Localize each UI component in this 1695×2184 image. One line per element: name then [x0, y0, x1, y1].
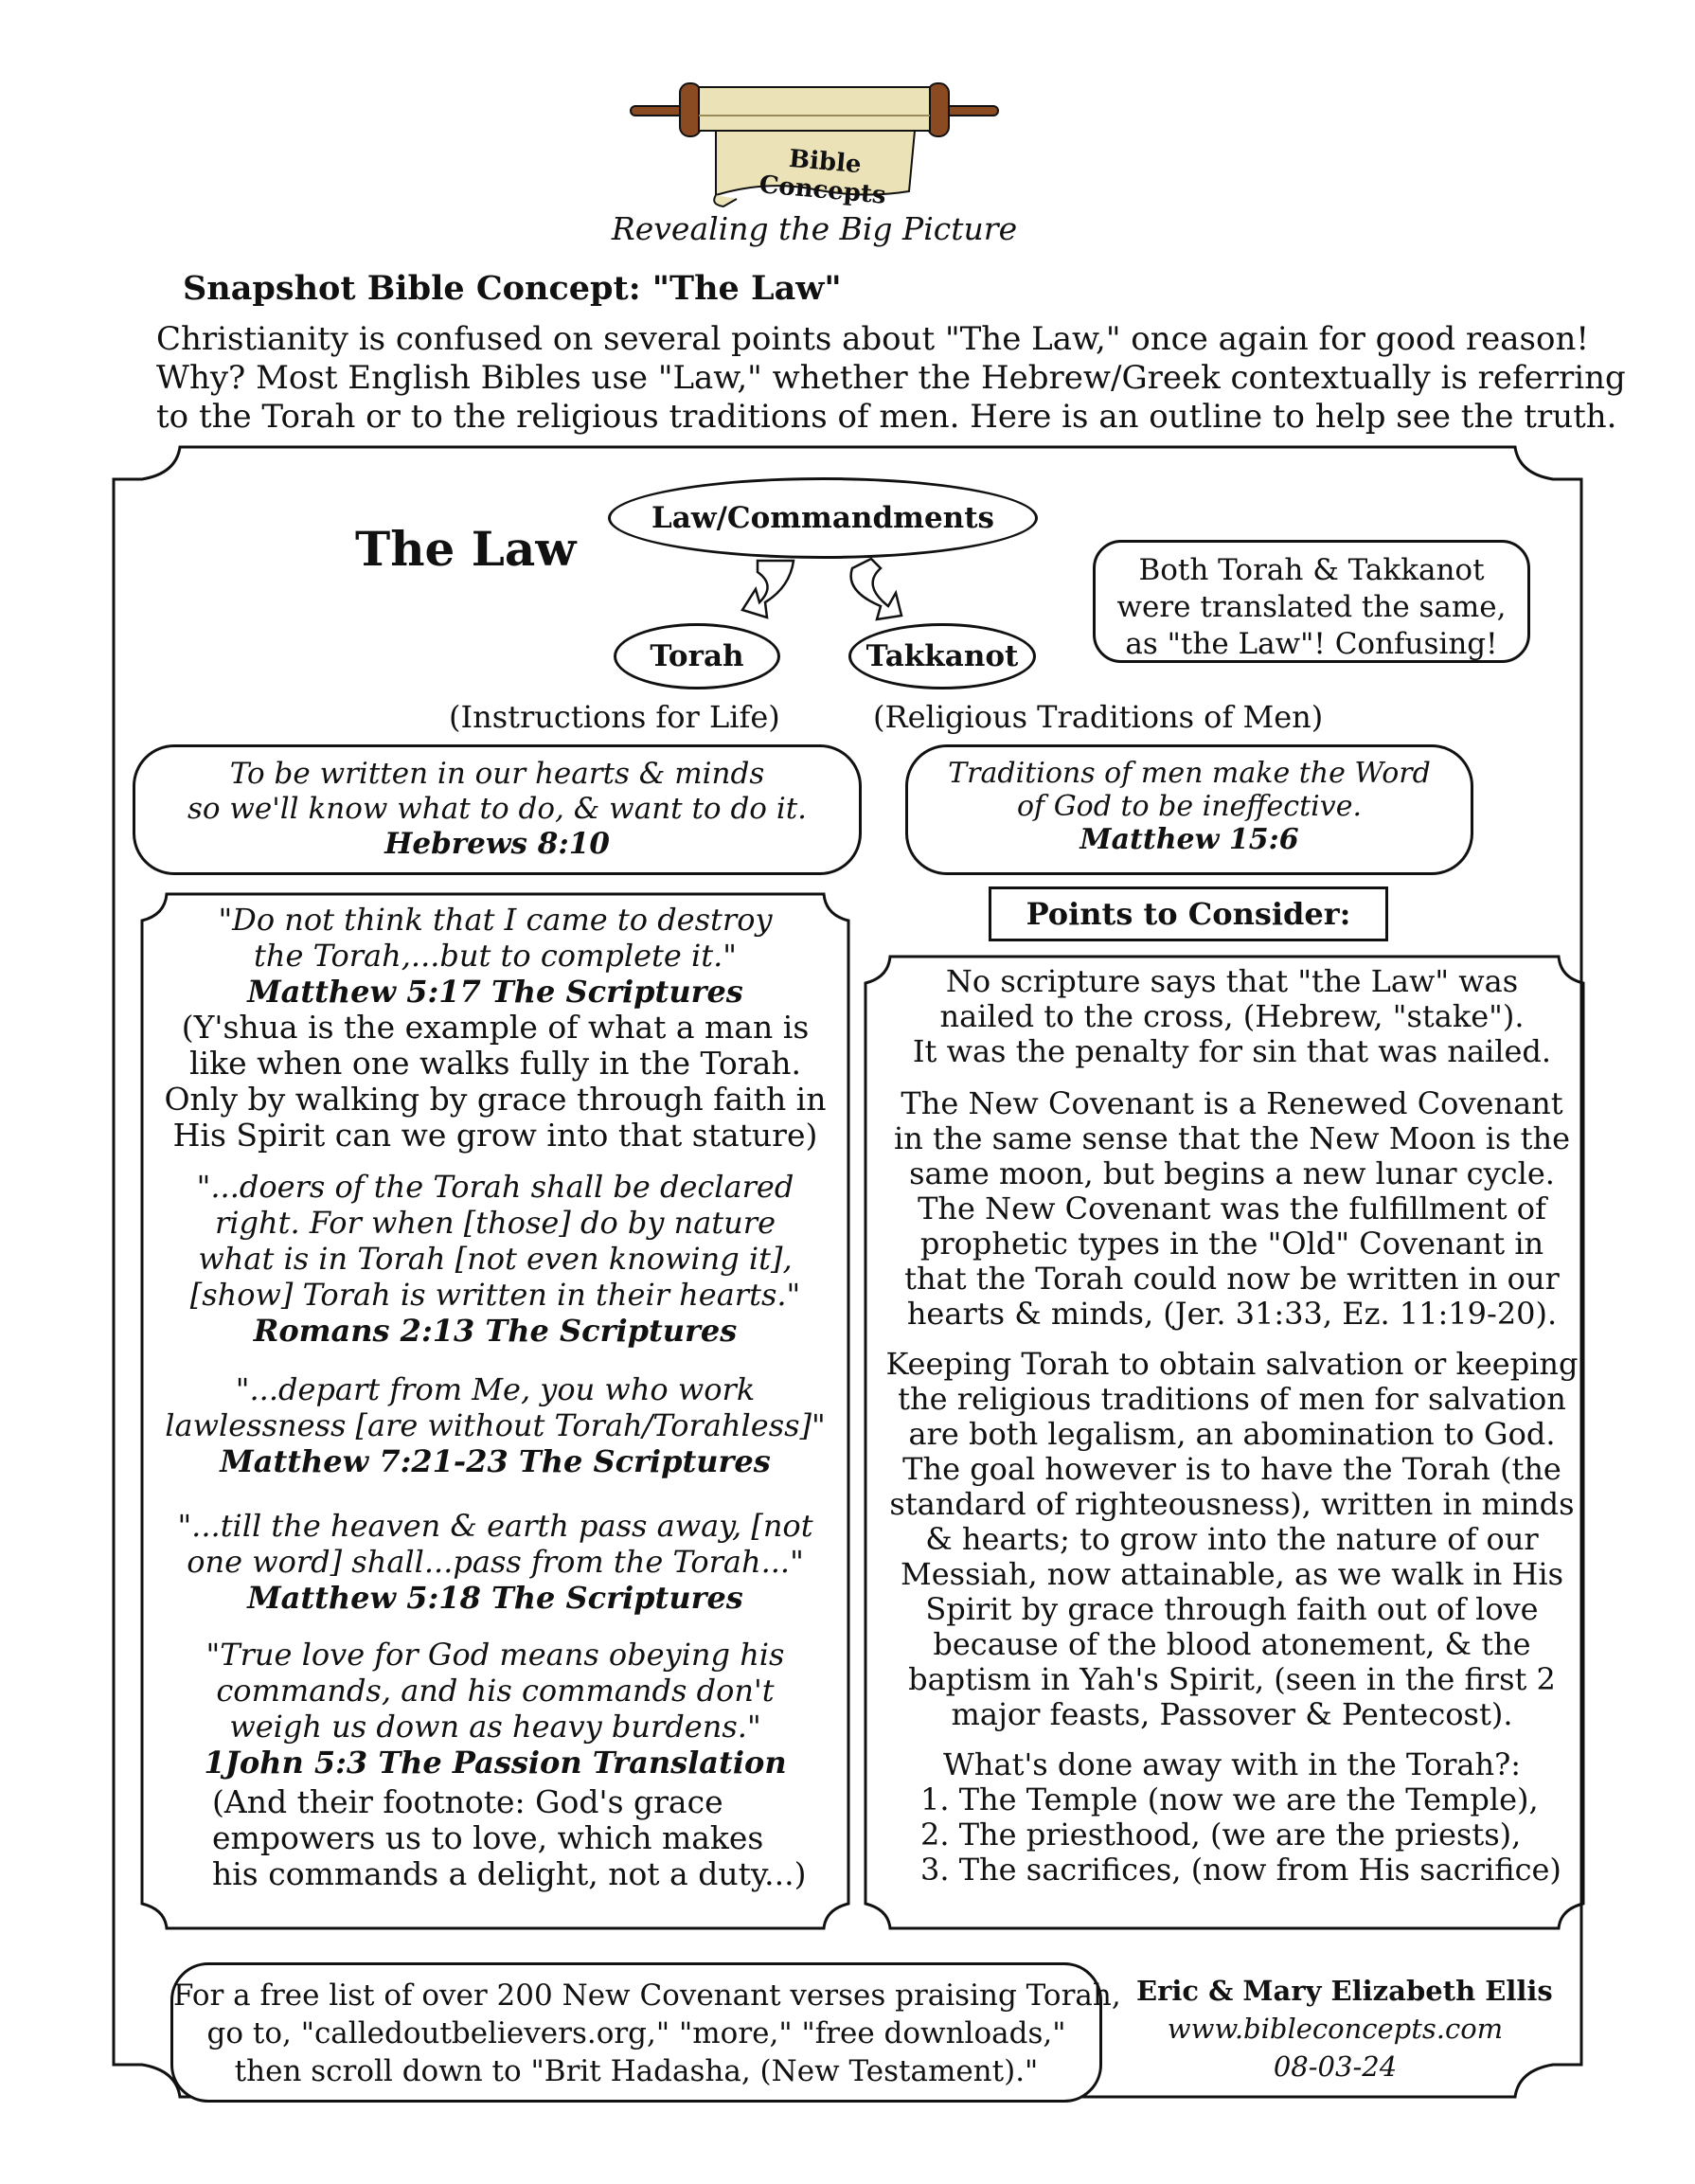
quote-matthew-7-21: "...depart from Me, you who work lawlessness [are without Torah/Torahless]" Matthew 7:21-23 The Scriptures: [148, 1371, 843, 1479]
points-heading: Points to Consider:: [989, 886, 1388, 941]
logo-text: Bible Concepts: [758, 144, 887, 210]
quote-1john-5-3: "True love for God means obeying his commands, and his commands don't weigh us down as heavy burdens." 1John 5:3 The Passion Translation (And their footnote: God's grace empowers us to love, which makes his commands a delight, not a duty...): [148, 1637, 843, 1892]
scripture-ref: 1John 5:3 The Passion Translation: [204, 1745, 787, 1781]
root-node: Law/Commandments: [608, 477, 1038, 559]
list-item: 2. The priesthood, (we are the priests),: [920, 1817, 1522, 1853]
right-column: [884, 964, 1579, 1888]
list-item: 1. The Temple (now we are the Temple),: [920, 1781, 1539, 1817]
scripture-ref: Matthew 5:18 The Scriptures: [247, 1580, 743, 1616]
point-nailed: No scripture says that "the Law" was nailed to the cross, (Hebrew, "stake"). It was the penalty for sin that was nailed.: [912, 963, 1552, 1069]
takkanot-node: Takkanot: [848, 623, 1036, 689]
scripture-ref: Hebrews 8:10: [384, 827, 610, 861]
quote-romans-2-13: "...doers of the Torah shall be declared right. For when [those] do by nature what is in Torah [not even knowing it], [show] Torah is written in their hearts." Romans 2:13 The Scriptures: [148, 1169, 843, 1349]
quote-matthew-5-17: "Do not think that I came to destroy the Torah,...but to complete it." Matthew 5:17 The Scriptures (Y'shua is the example of what a man is like when one walks fully in the Torah. Only by walking by grace through faith in His Spirit can we grow into that stature): [148, 902, 843, 1154]
downloads-box: For a free list of over 200 New Covenant verses praising Torah, go to, "calledoutbelievers.org," "more," "free downloads," then scroll down to "Brit Hadasha, (New Testament).": [170, 1962, 1102, 2103]
torah-node: Torah: [614, 623, 780, 689]
takkanot-box: Traditions of men make the Word of God to be ineffective. Matthew 15:6: [905, 744, 1473, 875]
intro-line: Christianity is confused on several points about "The Law," once again for good reason!: [156, 320, 1590, 358]
point-done-away: What's done away with in the Torah?: 1. The Temple (now we are the Temple), 2. The priesthood, (we are the priests), 3. The sacrifices, (now from His sacrifice): [884, 1747, 1579, 1888]
torah-caption: (Instructions for Life): [449, 699, 780, 735]
confusion-note: Both Torah & Takkanot were translated the same, as "the Law"! Confusing!: [1093, 540, 1530, 663]
scripture-ref: Romans 2:13 The Scriptures: [253, 1313, 738, 1349]
scripture-ref: Matthew 5:17 The Scriptures: [247, 974, 743, 1010]
torah-box: To be written in our hearts & minds so we'll know what to do, & want to do it. Hebrews 8:10: [133, 744, 862, 875]
scripture-ref: Matthew 15:6: [1079, 823, 1299, 856]
point-legalism: Keeping Torah to obtain salvation or keeping the religious traditions of men for salvation are both legalism, an abomination to God. The goal however is to have the Torah (the standard of righteousness), written in minds & hearts; to grow into the nature of our Messiah, now attainable, as we walk in His Spirit by grace through faith out of love because of the blood atonement, & the baptism in Yah's Spirit, (seen in the first 2 major feasts, Passover & Pentecost).: [885, 1346, 1579, 1732]
intro-line: to the Torah or to the religious traditions of men. Here is an outline to help see the truth.: [156, 398, 1617, 436]
author-block: [1136, 1972, 1553, 2086]
date: 08-03-24: [1273, 2050, 1398, 2083]
page-title: Snapshot Bible Concept: "The Law": [183, 269, 842, 308]
tagline: Revealing the Big Picture: [611, 210, 1018, 247]
takkanot-caption: (Religious Traditions of Men): [873, 699, 1324, 735]
intro-line: Why? Most English Bibles use "Law," whether the Hebrew/Greek contextually is referring: [156, 359, 1626, 397]
quote-matthew-5-18: "...till the heaven & earth pass away, [not one word] shall...pass from the Torah..." Matthew 5:18 The Scriptures: [148, 1508, 843, 1616]
point-new-covenant: The New Covenant is a Renewed Covenant in the same sense that the New Moon is the same moon, but begins a new lunar cycle. The New Covenant was the fulfillment of prophetic types in the "Old" Covenant in that the Torah could now be written in our hearts & minds, (Jer. 31:33, Ez. 11:19-20).: [893, 1085, 1570, 1332]
website: www.bibleconcepts.com: [1167, 2013, 1504, 2045]
left-column: [148, 902, 843, 1892]
author-name: Eric & Mary Elizabeth Ellis: [1136, 1975, 1553, 2007]
list-item: 3. The sacrifices, (now from His sacrifice): [920, 1852, 1561, 1888]
scripture-ref: Matthew 7:21-23 The Scriptures: [220, 1443, 771, 1479]
diagram-heading: The Law: [355, 521, 577, 577]
